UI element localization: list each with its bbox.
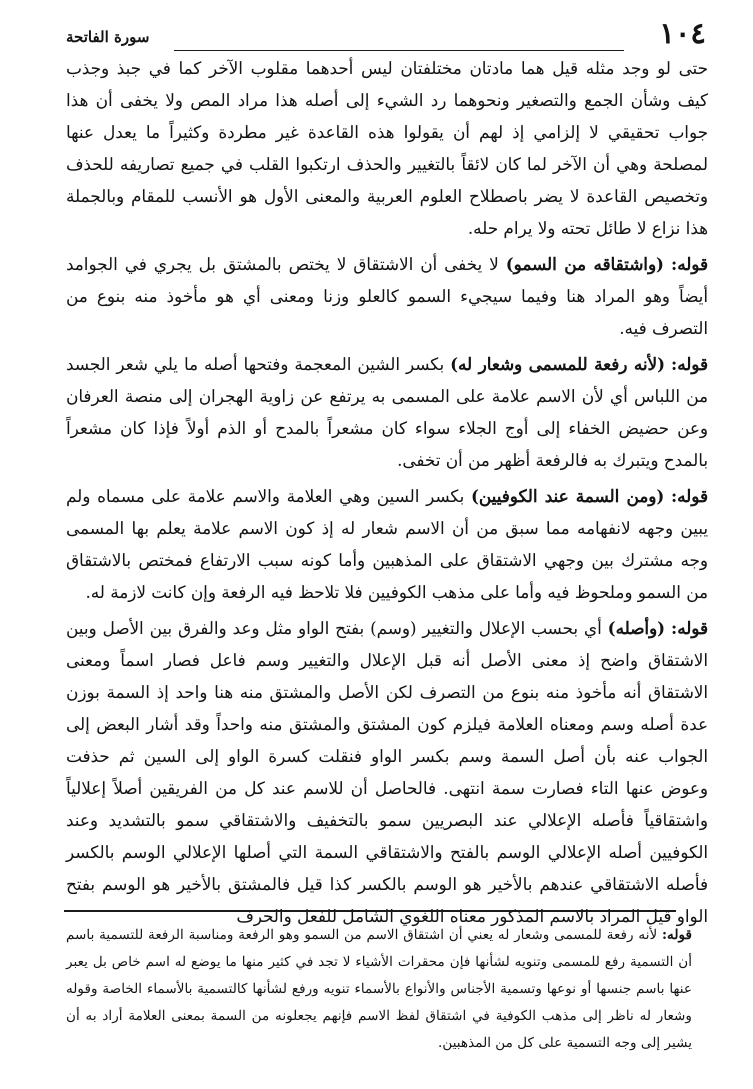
paragraph-text: بكسر الشين المعجمة وفتحها أصله ما يلي شعر الجسد من اللباس أي لأن الاسم علامة على المسمى به يرتفع عن زاوية الهجران إلى منصة العرفان وعن حضيض الخفاء إلى أوج الجلاء سواء كان مشعراً بالمدح أو الذم أولاً فإذا كان مشعراً بالمدح ويتبرك به فالرفعة أظهر من أن تخفى. <box>66 354 708 470</box>
header-rule <box>174 50 624 51</box>
page-number: ١٠٤ <box>659 16 706 50</box>
paragraph-heading: (واشتقاقه من السمو) <box>505 254 664 274</box>
paragraph <box>66 612 708 932</box>
paragraph-heading: (ومن السمة عند الكوفيين) <box>470 486 665 506</box>
paragraph-text: أي بحسب الإعلال والتغيير (وسم) بفتح الواو مثل وعد والفرق بين الأصل وبين الاشتقاق واضح إذ معنى الأصل أنه قبل الإعلال والتغيير وسم فاعل فصار اسماً ومعنى الاشتقاق أنه مأخوذ منه بنوع من التصرف لكن الأصل والمشتق منه هنا واحد إذ السمة بوزن عدة أصله وسم ومعناه العلامة فيلزم كون المشتق والمشتق منه واحداً وقد أشار البعض إلى الجواب عنه بأن أصل السمة وسم بكسر الواو فنقلت كسرة الواو إلى السين ثم حذفت وعوض عنها التاء فصارت سمة انتهى. فالحاصل أن للاسم عند كل من الفريقين أصلاً إعلالياً واشتقاقياً فأصله الإعلالي عند البصريين سمو بالتخفيف والاشتقاقي سمو بالتشديد وعند الكوفيين أصله الإعلالي الوسم بالفتح والاشتقاقي السمة التي أصلها الإعلالي الوسم بالكسر فأصله الاشتقاقي عندهم بالأخير هو الوسم بالكسر كذا قيل فالمشتق بالأخير هو الوسم بفتح الواو قيل المراد بالاسم المذكور معناه اللغوي الشامل للفعل والحرف <box>66 618 708 926</box>
paragraph-text: بكسر السين وهي العلامة والاسم علامة على مسماه ولم يبين وجهه لانفهامه مما سبق من أن الاسم شعار له إذ كون الاسم علامة يعلم بها المسمى وجه مشترك بين وجهي الاشتقاق على المذهبين وأما كونه سبب الارتفاع فمختص بالاشتقاق من السمو وملحوظ فيه وأما على مذهب الكوفيين فلا تلاحظ فيه الرفعة وإن كانت لازمة له. <box>66 486 708 602</box>
paragraph <box>66 248 708 344</box>
footnote-paragraph <box>66 922 692 1057</box>
footnote-text: لأنه رفعة للمسمى وشعار له يعني أن اشتقاق الاسم من السمو وهو الرفعة ومناسبة الرفعة للتسمية باسم أن التسمية رفع للمسمى وتنويه لشأنها فإن محقرات الأشياء لا تجد في كثير منها ما يوضع له اسم خاص بل يعبر عنها باسم جنسها أو نوعها وتسمية الأجناس والأنواع بالأسماء تنويه ورفع لشأنها كالتسمية بالأسماء الخاصة وقوله وشعار له ناظر إلى مذهب الكوفية في اشتقاق لفظ الاسم فإنهم يجعلونه من السمة بمعنى العلامة أراد به أن يشير إلى وجه التسمية على كل من المذهبين. <box>66 927 692 1051</box>
paragraph-label: قوله: <box>671 254 708 274</box>
paragraph-label: قوله: <box>671 354 708 374</box>
footnote-label: قوله: <box>662 927 692 943</box>
paragraph-heading: (وأصله) <box>607 618 666 638</box>
paragraph-heading: (لأنه رفعة للمسمى وشعار له) <box>450 354 666 374</box>
paragraph-label: قوله: <box>670 486 708 506</box>
paragraph-text: حتى لو وجد مثله قيل هما مادتان مختلفتان ليس أحدهما مقلوب الآخر كما في جبذ وجذب كيف وشأن الجمع والتصغير ونحوهما رد الشيء إلى أصله هذا مراد المص ولا يخفى أن هذا جواب تحقيقي لا إلزامي إذ لهم أن يقولوا هذه القاعدة غير مطردة وكثيراً ما يعدل عنها لمصلحة وهي أن الآخر لما كان لائقاً بالتغيير والحذف ارتكبوا القلب في جميع تصاريفه للحذف وتخصيص القاعدة لا يضر باصطلاح العلوم العربية والمعنى الأول هو الأنسب للمقام وبالجملة هذا نزاع لا طائل تحته ولا يرام حله. <box>66 58 708 238</box>
paragraph-text: لا يخفى أن الاشتقاق لا يختص بالمشتق بل يجري في الجوامد أيضاً وهو المراد هنا وفيما سيجيء السمو كالعلو وزنا ومعنى أي هو مأخوذ منه بنوع من التصرف فيه. <box>66 254 708 338</box>
page-header <box>66 14 706 52</box>
paragraph <box>66 348 708 476</box>
running-title: سورة الفاتحة <box>66 28 150 46</box>
paragraph-label: قوله: <box>671 618 708 638</box>
paragraph <box>66 52 708 244</box>
footnote-rule <box>64 910 676 912</box>
paragraph <box>66 480 708 608</box>
footnote <box>66 922 692 1077</box>
main-text <box>66 52 708 926</box>
